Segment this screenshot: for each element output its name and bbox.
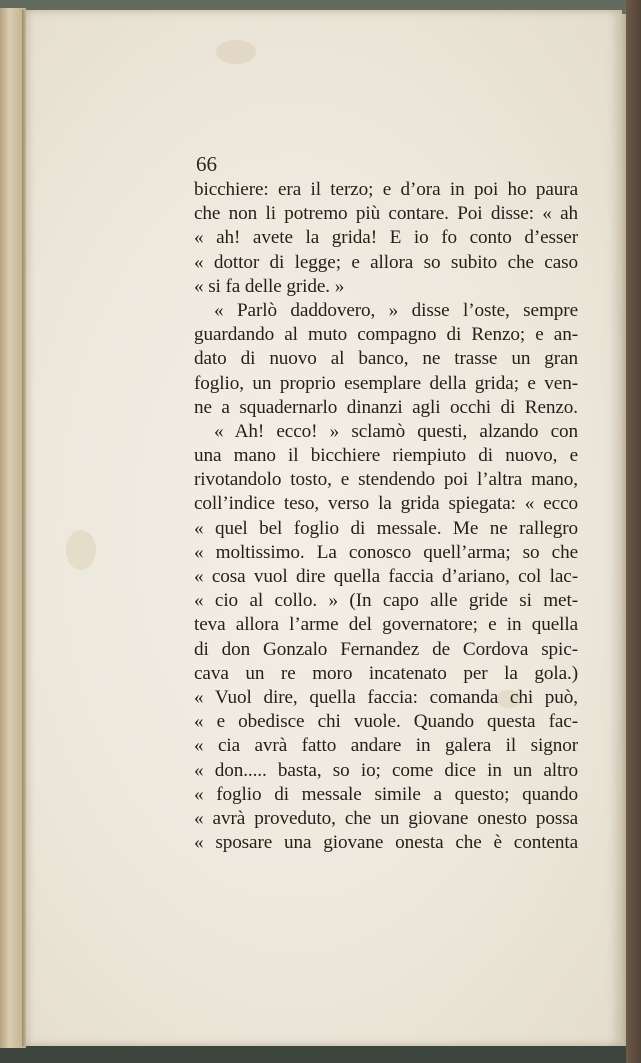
text-line: « moltissimo. La conosco quell’arma; so che: [194, 541, 578, 563]
text-line: « ah! avete la grida! E io fo conto d’esser: [194, 227, 578, 249]
text-line: « Ah! ecco! » sclamò questi, alzando con: [214, 420, 578, 442]
text-line: coll’indice teso, verso la grida spiegata: « ecco: [194, 493, 578, 515]
text-line: cava un re moro incatenato per la gola.): [194, 662, 578, 684]
text-line: « Vuol dire, quella faccia: comanda chi può,: [194, 686, 578, 708]
text-line: « quel bel foglio di messale. Me ne rallegro: [194, 517, 578, 539]
text-line: dato di nuovo al banco, ne trasse un gran: [194, 348, 578, 370]
book-cover-right: [626, 0, 641, 1063]
text-line: una mano il bicchiere riempiuto di nuovo, e: [194, 445, 578, 467]
text-line: « cia avrà fatto andare in galera il signor: [194, 735, 578, 757]
text-line: « cosa vuol dire quella faccia d’ariano, col lac-: [194, 566, 578, 587]
text-line: bicchiere: era il terzo; e d’ora in poi ho paura: [194, 179, 578, 200]
text-line: ne a squadernarlo dinanzi agli occhi di Renzo.: [194, 396, 578, 418]
text-line: che non li potremo più contare. Poi disse: « ah: [194, 203, 578, 225]
text-line: « cio al collo. » (In capo alle gride si met-: [194, 590, 578, 612]
text-line: guardando al muto compagno di Renzo; e an-: [194, 324, 578, 346]
text-line: « foglio di messale simile a questo; quando: [194, 783, 578, 805]
text-line: rivotandolo tosto, e stendendo poi l’altra mano,: [194, 469, 578, 491]
page-number: 66: [196, 152, 217, 176]
paper-stain: [216, 40, 256, 64]
paper-stain: [66, 530, 96, 570]
text-line: « e obedisce chi vuole. Quando questa fac-: [194, 711, 578, 733]
text-line: « don..... basta, so io; come dice in un altro: [194, 759, 578, 781]
text-line: « sposare una giovane onesta che è contenta: [194, 832, 578, 854]
text-line: « dottor di legge; e allora so subito che caso: [194, 251, 578, 273]
text-line: di don Gonzalo Fernandez de Cordova spic-: [194, 638, 578, 660]
text-line: « si fa delle gride. »: [194, 275, 345, 297]
text-line: « Parlò daddovero, » disse l’oste, sempre: [214, 299, 578, 321]
text-line: foglio, un proprio esemplare della grida; e ven-: [194, 372, 578, 394]
text-line: teva allora l’arme del governatore; e in quella: [194, 614, 578, 636]
text-line: « avrà proveduto, che un giovane onesto possa: [194, 807, 578, 829]
body-text: [194, 178, 578, 855]
